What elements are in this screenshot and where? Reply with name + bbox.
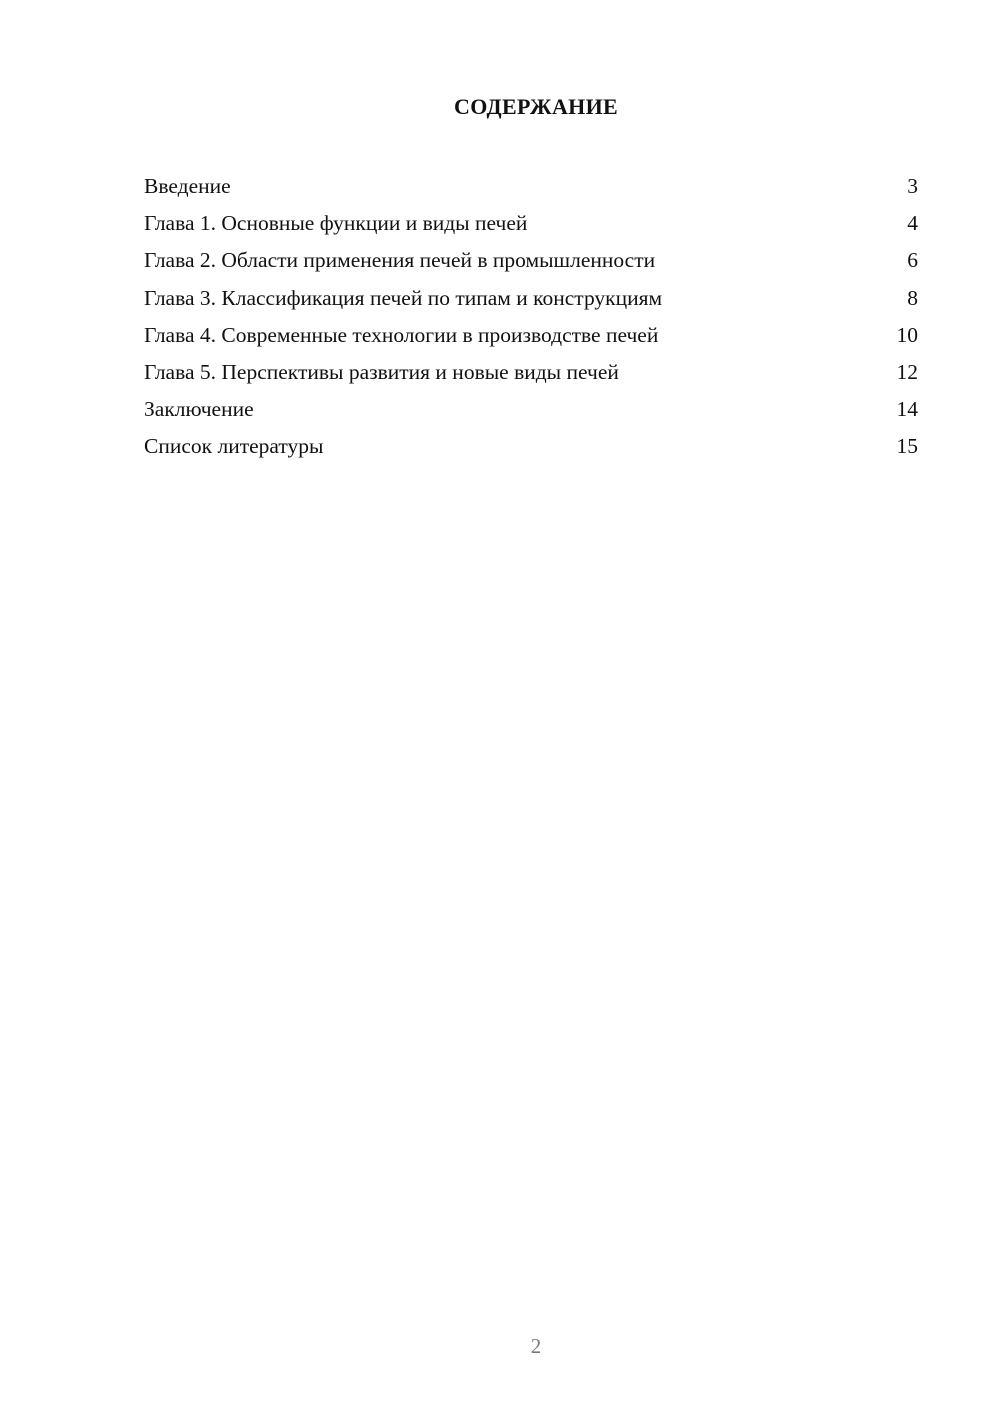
toc-entry-label: Глава 4. Современные технологии в производстве печей: [144, 322, 659, 347]
toc-entry-references: [144, 428, 918, 465]
page-title: СОДЕРЖАНИЕ: [454, 94, 618, 119]
toc-entry-chapter-2: [144, 242, 918, 279]
toc-entry-chapter-5: [144, 354, 918, 391]
toc-entry-chapter-3: [144, 280, 918, 317]
toc-entry-label: Глава 5. Перспективы развития и новые виды печей: [144, 359, 619, 384]
toc-entry-page: 4: [907, 211, 918, 236]
toc-entry-page: 6: [907, 248, 918, 273]
page-number: 2: [530, 1334, 542, 1358]
toc-entry-chapter-1: [144, 205, 918, 242]
toc-entry-label: Глава 2. Области применения печей в промышленности: [144, 248, 656, 273]
toc-entry-chapter-4: [144, 317, 918, 354]
table-of-contents: [144, 168, 918, 466]
toc-entry-page: 15: [896, 434, 918, 459]
toc-entry-page: 8: [907, 285, 918, 310]
toc-entry-page: 10: [896, 322, 918, 347]
toc-entry-label: Глава 1. Основные функции и виды печей: [144, 211, 528, 236]
toc-entry-page: 12: [896, 359, 918, 384]
toc-entry-label: Заключение: [144, 397, 254, 422]
toc-entry-introduction: [144, 168, 918, 205]
toc-entry-label: Список литературы: [144, 434, 324, 459]
toc-entry-page: 14: [896, 397, 918, 422]
toc-entry-label: Введение: [144, 174, 231, 198]
toc-entry-conclusion: [144, 391, 918, 428]
toc-entry-label: Глава 3. Классификация печей по типам и конструкциям: [144, 285, 663, 310]
toc-entry-page: 3: [907, 174, 918, 198]
